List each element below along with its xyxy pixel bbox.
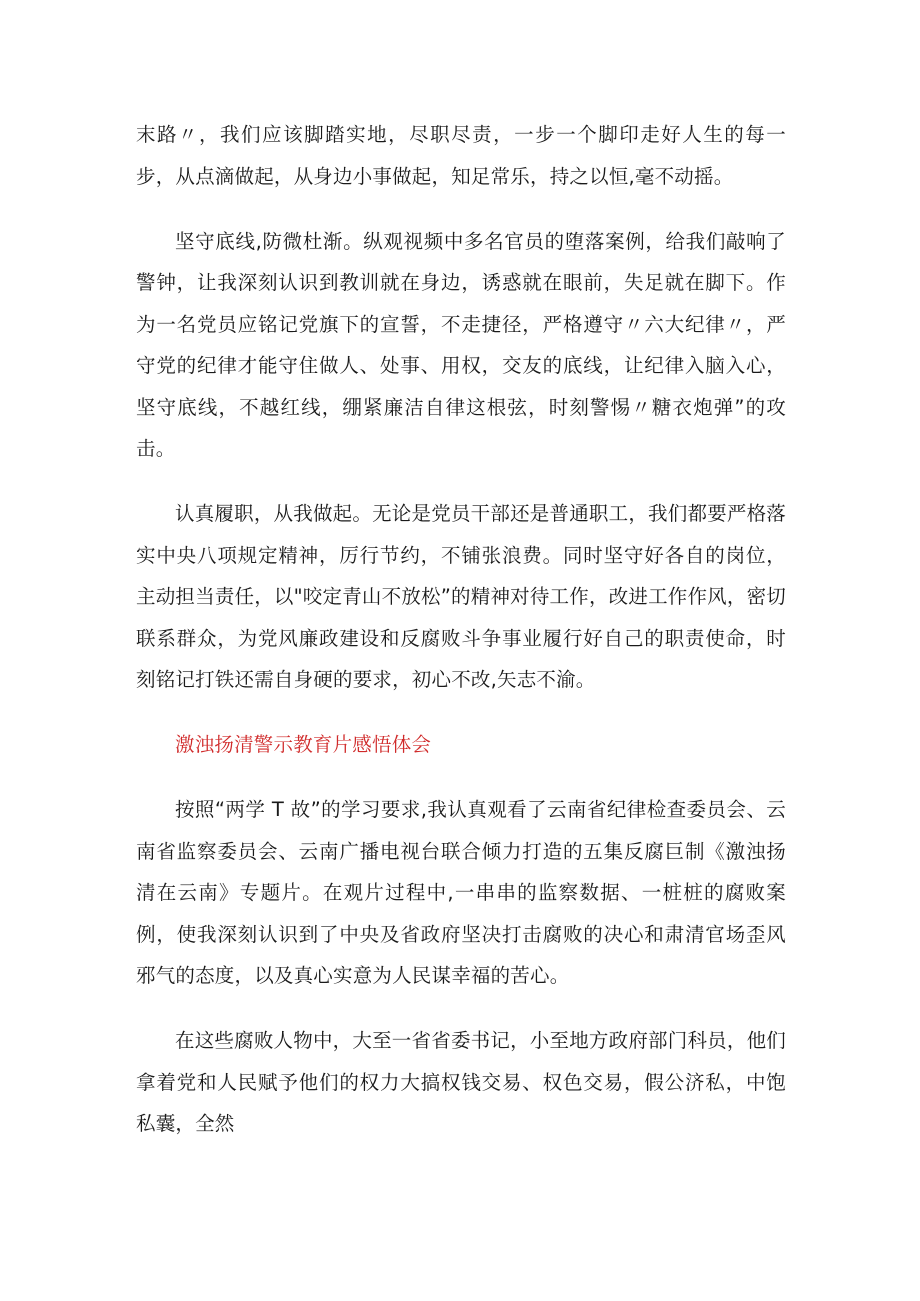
paragraph-continuation: 末路〃，我们应该脚踏实地，尽职尽责，一步一个脚印走好人生的每一步，从点滴做起，从身边小事做起，知足常乐，持之以恒,毫不动摇。 bbox=[136, 123, 786, 188]
paragraph-study-requirements: 按照“两学 T 故”的学习要求,我认真观看了云南省纪律检查委员会、云南省监察委员会、云南广播电视台联合倾力打造的五集反腐巨制《激浊扬清在云南》专题片。在观片过程中,一串串的监察数据、一桩桩的腐败案例，使我深刻认识到了中央及省政府坚决打击腐败的决心和肃清官场歪风邪气的态度，以及真心实意为人民谋幸福的苦心。 bbox=[136, 798, 786, 987]
paragraph-fulfill-duties: 认真履职，从我做起。无论是党员干部还是普通职工，我们都要严格落实中央八项规定精神，厉行节约，不铺张浪费。同时坚守好各自的岗位，主动担当责任，以"咬定青山不放松”的精神对待工作，改进工作作风，密切联系群众，为党风廉政建设和反腐败斗争事业履行好自己的职责使命，时刻铭记打铁还需自身硬的要求，初心不改,矢志不渝。 bbox=[136, 502, 786, 691]
paragraph-hold-bottom-line: 坚守底线,防微杜渐。纵观视频中多名官员的堕落案例，给我们敲响了警钟，让我深刻认识到教训就在身边，诱惑就在眼前，失足就在脚下。作为一名党员应铭记党旗下的宣誓，不走捷径，严格遵守〃六大纪律〃，严守党的纪律才能守住做人、处事、用权，交友的底线，让纪律入脑入心，坚守底线，不越红线，绷紧廉洁自律这根弦，时刻警惕〃糖衣炮弹”的攻击。 bbox=[136, 229, 786, 460]
document-body bbox=[136, 114, 786, 1168]
section-heading: 激浊扬清警示教育片感悟体会 bbox=[175, 733, 432, 756]
paragraph-corrupt-officials: 在这些腐败人物中，大至一省省委书记，小至地方政府部门科员，他们拿着党和人民赋予他们的权力大搞权钱交易、权色交易，假公济私，中饱私囊，全然 bbox=[136, 1029, 786, 1135]
